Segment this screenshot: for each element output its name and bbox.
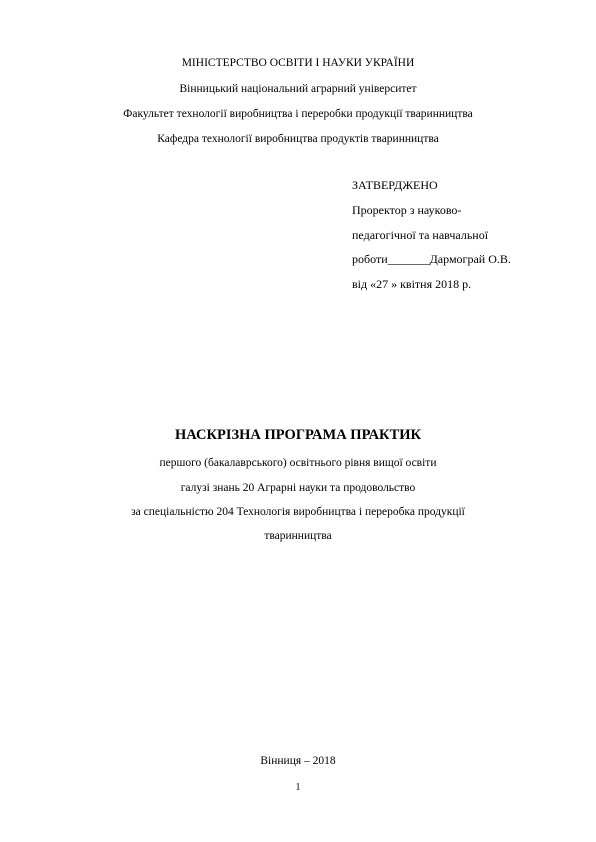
faculty-name: Факультет технології виробництва і переробки продукції тваринництва xyxy=(123,108,473,120)
approval-label: ЗАТВЕРДЖЕНО xyxy=(352,178,438,192)
page-number: 1 xyxy=(295,782,301,793)
subtitle-line-3: за спеціальністю 204 Технологія виробництва і переробка продукції xyxy=(131,506,465,518)
university-name: Вінницький національний аграрний університет xyxy=(179,83,417,95)
document-title: НАСКРІЗНА ПРОГРАМА ПРАКТИК xyxy=(174,427,422,443)
subtitle-line-4: тваринництва xyxy=(264,530,332,542)
subtitle-line-1: першого (бакалаврського) освітнього рівня вищої освіти xyxy=(159,457,437,469)
ministry-heading: МІНІСТЕРСТВО ОСВІТИ І НАУКИ УКРАЇНИ xyxy=(181,57,415,69)
approval-line-2: педагогічної та навчальної xyxy=(352,228,489,242)
approval-line-3: роботи_______Дармограй О.В. xyxy=(352,252,511,266)
department-name: Кафедра технології виробництва продуктів тваринництва xyxy=(157,133,439,145)
city-year: Вінниця – 2018 xyxy=(260,755,336,767)
approval-line-4: від «27 » квітня 2018 р. xyxy=(352,277,472,291)
approval-line-1: Проректор з науково- xyxy=(352,203,462,217)
subtitle-line-2: галузі знань 20 Аграрні науки та продовольство xyxy=(180,482,416,494)
